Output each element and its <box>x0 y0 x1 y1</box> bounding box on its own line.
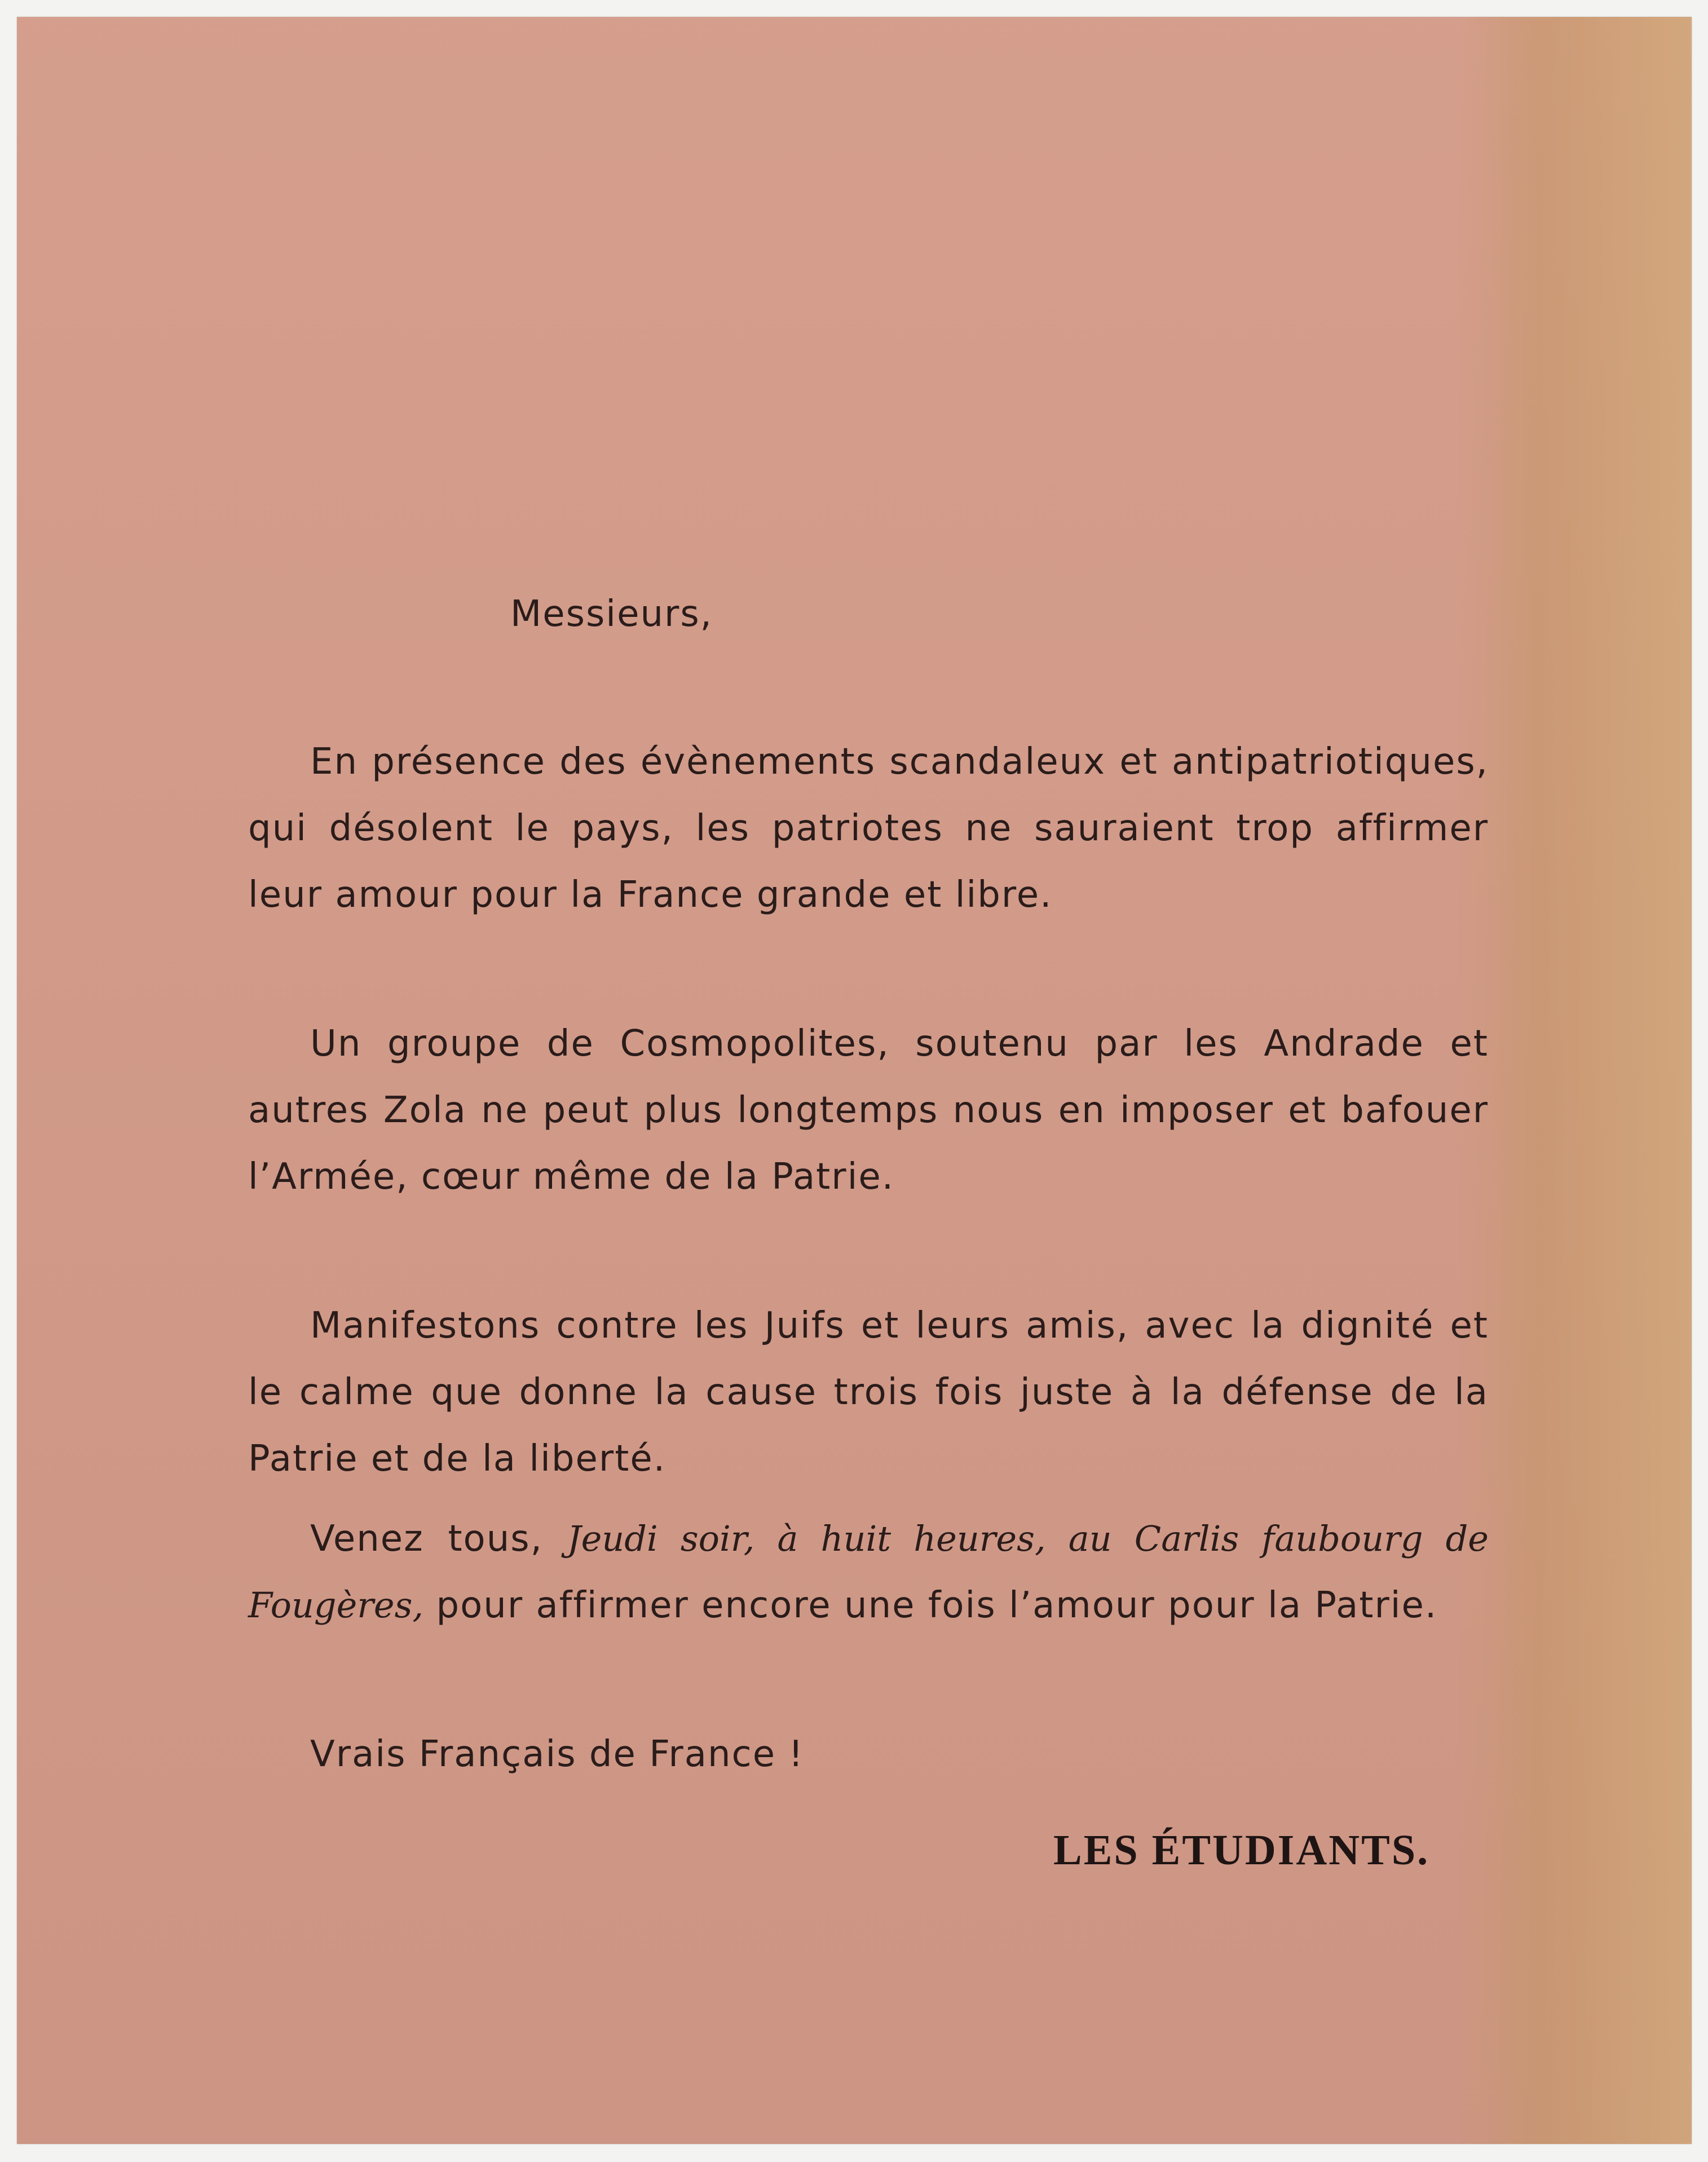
signature: LES ÉTUDIANTS. <box>1053 1826 1430 1874</box>
paragraph-text: Un groupe de Cosmopolites, soutenu par les Andrade et autres Zola ne peut plus longtemps nous en imposer et bafouer l’Armée, cœur même de la Patrie. <box>248 1023 1489 1198</box>
body-paragraph-1 <box>248 729 1489 928</box>
invitation-paragraph <box>248 1506 1489 1639</box>
salutation: Messieurs, <box>510 593 713 635</box>
body-paragraph-3 <box>248 1292 1489 1492</box>
invitation-details: Jeudi soir, à huit heures, au Carlis faubourg de Fougères, <box>248 1518 1489 1626</box>
body-paragraph-2 <box>248 1011 1489 1210</box>
invitation-rest: pour affirmer encore une fois l’amour pour la Patrie. <box>436 1585 1438 1626</box>
flyer-sheet <box>17 17 1692 2144</box>
body-paragraph-4 <box>248 1506 1489 1639</box>
paragraph-text: En présence des évènements scandaleux et antipatriotiques, qui désolent le pays, les patriotes ne sauraient trop affirmer leur amour pour la France grande et libre. <box>248 741 1489 916</box>
paragraph-text: Manifestons contre les Juifs et leurs amis, avec la dignité et le calme que donne la cause trois fois juste à la défense de la Patrie et de la liberté. <box>248 1305 1489 1480</box>
invitation-lead: Venez tous, <box>310 1518 543 1560</box>
closing-line <box>248 1721 1489 1788</box>
closing-text: Vrais Français de France ! <box>310 1733 805 1775</box>
